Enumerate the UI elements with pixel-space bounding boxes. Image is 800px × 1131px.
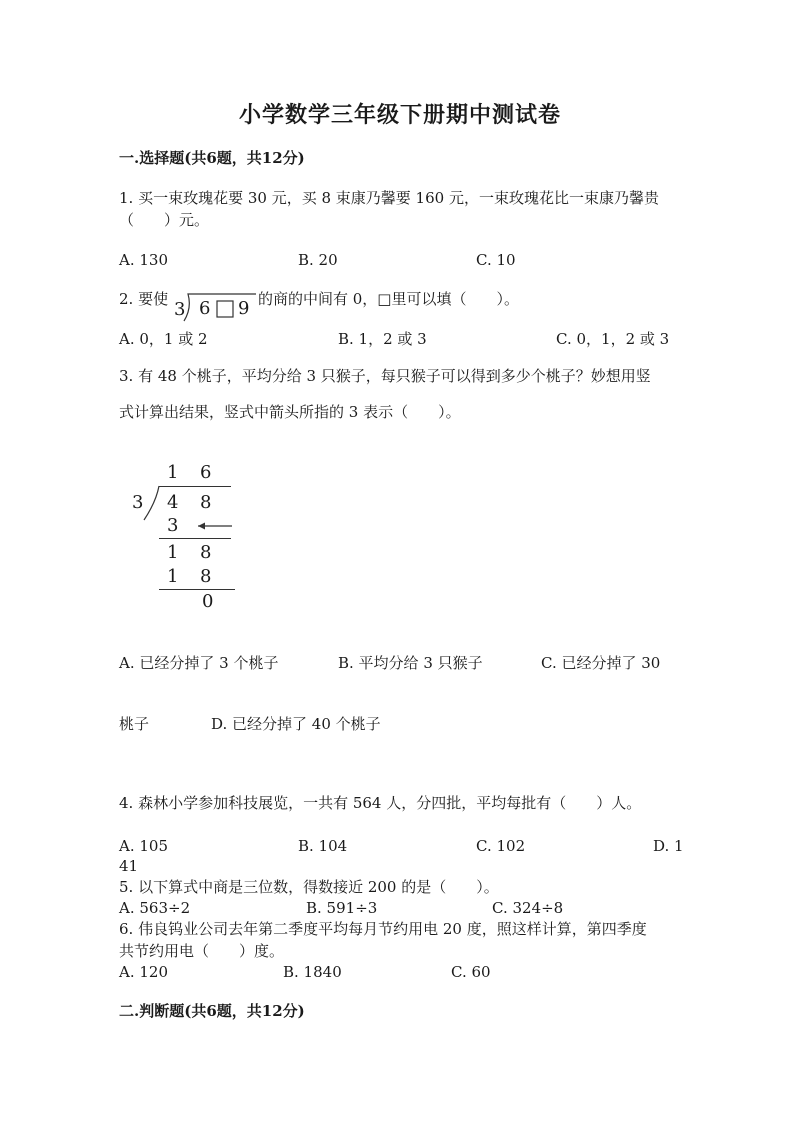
- question-2-suffix: 的商的中间有 0，□里可以填（ ）。: [258, 290, 519, 308]
- question-3-option-c: C. 已经分掉了 30: [541, 654, 661, 672]
- question-5-option-c: C. 324÷8: [492, 899, 564, 917]
- question-3-option-a: A. 已经分掉了 3 个桃子: [119, 654, 279, 672]
- question-5-text: 5. 以下算式中商是三位数，得数接近 200 的是（ ）。: [119, 878, 499, 896]
- question-4-option-b: B. 104: [298, 837, 348, 855]
- question-2-divisor: 3: [174, 299, 186, 320]
- question-4-option-a: A. 105: [119, 837, 168, 855]
- division-remainder-digit: 1: [167, 542, 179, 563]
- question-2-division-figure: [172, 292, 258, 322]
- left-arrow-icon: [194, 519, 244, 533]
- section-1-heading: 一.选择题(共6题，共12分): [119, 149, 305, 167]
- question-1-text-line2: （ ）元。: [119, 211, 210, 229]
- question-6-option-a: A. 120: [119, 963, 168, 981]
- division-line: [159, 589, 235, 590]
- question-3-text-line1: 3. 有 48 个桃子，平均分给 3 只猴子，每只猴子可以得到多少个桃子？妙想用竖: [119, 367, 651, 385]
- question-5-option-b: B. 591÷3: [306, 899, 378, 917]
- question-4-option-d-wrap: 41: [119, 857, 139, 875]
- question-6-text-line2: 共节约用电（ ）度。: [119, 942, 285, 960]
- division-final-digit: 0: [202, 591, 214, 612]
- division-step2-digit: 1: [167, 566, 179, 587]
- division-step1-digit: 3: [167, 515, 179, 536]
- question-2-option-c: C. 0，1，2 或 3: [556, 330, 670, 348]
- question-6-option-c: C. 60: [451, 963, 491, 981]
- division-quotient-digit: 6: [200, 462, 212, 483]
- question-3-long-division: [128, 458, 248, 618]
- question-5-option-a: A. 563÷2: [119, 899, 191, 917]
- question-3-option-c-wrap: 桃子: [119, 715, 150, 733]
- question-3-option-b: B. 平均分给 3 只猴子: [338, 654, 483, 672]
- question-1-option-b: B. 20: [298, 251, 338, 269]
- section-2-heading: 二.判断题(共6题，共12分): [119, 1002, 305, 1020]
- question-1-text-line1: 1. 买一束玫瑰花要 30 元，买 8 束康乃馨要 160 元，一束玫瑰花比一束康乃馨贵: [119, 189, 659, 207]
- question-2-option-a: A. 0，1 或 2: [119, 330, 208, 348]
- question-4-option-d: D. 1: [653, 837, 684, 855]
- division-dividend-digit: 8: [200, 492, 212, 513]
- question-6-option-b: B. 1840: [283, 963, 342, 981]
- page-title: 小学数学三年级下册期中测试卷: [238, 102, 561, 128]
- question-2-prefix: 2. 要使: [119, 290, 169, 308]
- question-4-text: 4. 森林小学参加科技展览，一共有 564 人，分四批，平均每批有（ ）人。: [119, 794, 642, 812]
- question-6-text-line1: 6. 伟良钨业公司去年第二季度平均每月节约用电 20 度，照这样计算，第四季度: [119, 920, 647, 938]
- division-step2-digit: 8: [200, 566, 212, 587]
- question-3-option-d: D. 已经分掉了 40 个桃子: [211, 715, 381, 733]
- question-1-option-c: C. 10: [476, 251, 516, 269]
- division-quotient-digit: 1: [167, 462, 179, 483]
- division-remainder-digit: 8: [200, 542, 212, 563]
- division-divisor: 3: [132, 492, 144, 513]
- question-2-dividend-first: 6: [199, 298, 211, 319]
- question-2-dividend-last: 9: [238, 298, 250, 319]
- question-3-text-line2: 式计算出结果，竖式中箭头所指的 3 表示（ ）。: [119, 403, 461, 421]
- division-top-line: [159, 486, 231, 487]
- question-4-option-c: C. 102: [476, 837, 526, 855]
- question-1-option-a: A. 130: [119, 251, 168, 269]
- question-2-option-b: B. 1，2 或 3: [338, 330, 427, 348]
- division-dividend-digit: 4: [167, 492, 179, 513]
- division-line: [159, 538, 231, 539]
